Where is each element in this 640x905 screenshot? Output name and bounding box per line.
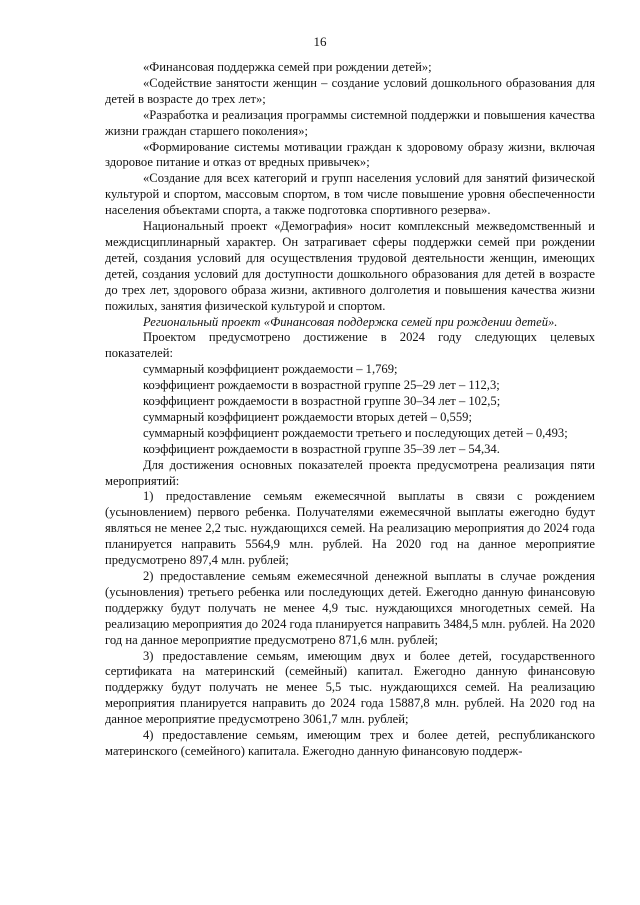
page-number: 16 — [313, 34, 327, 49]
regional-project-heading: Региональный проект «Финансовая поддержка семей при рождении детей». — [143, 314, 558, 329]
measure-item: 4) предоставление семьям, имеющим трех и более детей, республиканского материнского (семейного) капитала. Ежегодно данную финансовую поддерж- — [105, 728, 595, 758]
measure-item: 2) предоставление семьям ежемесячной денежной выплаты в случае рождения (усыновления) третьего ребенка или последующих детей. Ежегодно данную финансовую поддержку будут получать не менее 4,9 тыс. нуждающихся многодетных семей. На реализацию мероприятия до 2024 года планируется направить 3484,5 млн. рублей. На 2020 год на данное мероприятие предусмотрено 871,6 млн. рублей; — [105, 569, 595, 647]
paragraph: «Разработка и реализация программы системной поддержки и повышения качества жизни граждан старшего поколения»; — [105, 107, 595, 138]
indicator-item: коэффициент рождаемости в возрастной группе 30–34 лет – 102,5; — [143, 394, 501, 409]
paragraph: «Формирование системы мотивации граждан к здоровому образу жизни, включая здоровое питание и отказ от вредных привычек»; — [105, 139, 595, 170]
paragraph: Национальный проект «Демография» носит комплексный межведомственный и междисциплинарный характер. Он затрагивает сферы поддержки семей при рождении детей, создания условий для осуществления трудовой деятельности женщин, имеющих детей, создания условий для доступности дошкольного образования для детей в возрасте до трех лет, здорового образа жизни, активного долголетия и повышения качества жизни пожилых, занятия физической культурой и спортом. — [105, 219, 595, 313]
paragraph: «Содействие занятости женщин – создание условий дошкольного образования для детей в возрасте до трех лет»; — [105, 75, 595, 106]
measure-item: 3) предоставление семьям, имеющим двух и более детей, государственного сертификата на материнский (семейный) капитал. Ежегодно данную финансовую поддержку будут получать не менее 5,5 тыс. нуждающихся семей. На реализацию мероприятия планируется направить до 2024 года 15887,8 млн. рублей. На 2020 год на данное мероприятие предусмотрено 3061,7 млн. рублей; — [105, 648, 595, 727]
indicator-item: коэффициент рождаемости в возрастной группе 25–29 лет – 112,3; — [143, 378, 500, 393]
measure-item: 1) предоставление семьям ежемесячной выплаты в связи с рождением (усыновлением) первого ребенка. Получателями ежемесячной выплаты ежегодно будут являться не менее 2,2 тыс. нуждающихся семей. На реализацию мероприятия до 2024 года планируется направить 5564,9 млн. рублей. На 2020 год на данное мероприятие предусмотрено 897,4 млн. рублей; — [105, 489, 595, 568]
paragraph: Для достижения основных показателей проекта предусмотрена реализация пяти мероприятий: — [105, 457, 595, 488]
paragraph: Проектом предусмотрено достижение в 2024 году следующих целевых показателей: — [105, 330, 595, 361]
indicator-item: коэффициент рождаемости в возрастной группе 35–39 лет – 54,34. — [143, 441, 500, 456]
paragraph: «Финансовая поддержка семей при рождении детей»; — [143, 60, 432, 74]
paragraph: «Создание для всех категорий и групп населения условий для занятий физической культурой и спортом, массовым спортом, в том числе повышение уровня обеспеченности населения объектами спорта, а также подготовка спортивного резерва». — [105, 171, 595, 218]
indicator-item: суммарный коэффициент рождаемости третьего и последующих детей – 0,493; — [143, 425, 568, 440]
indicator-item: суммарный коэффициент рождаемости – 1,769; — [143, 362, 398, 377]
document-body — [105, 60, 595, 760]
indicator-item: суммарный коэффициент рождаемости вторых детей – 0,559; — [143, 409, 472, 424]
